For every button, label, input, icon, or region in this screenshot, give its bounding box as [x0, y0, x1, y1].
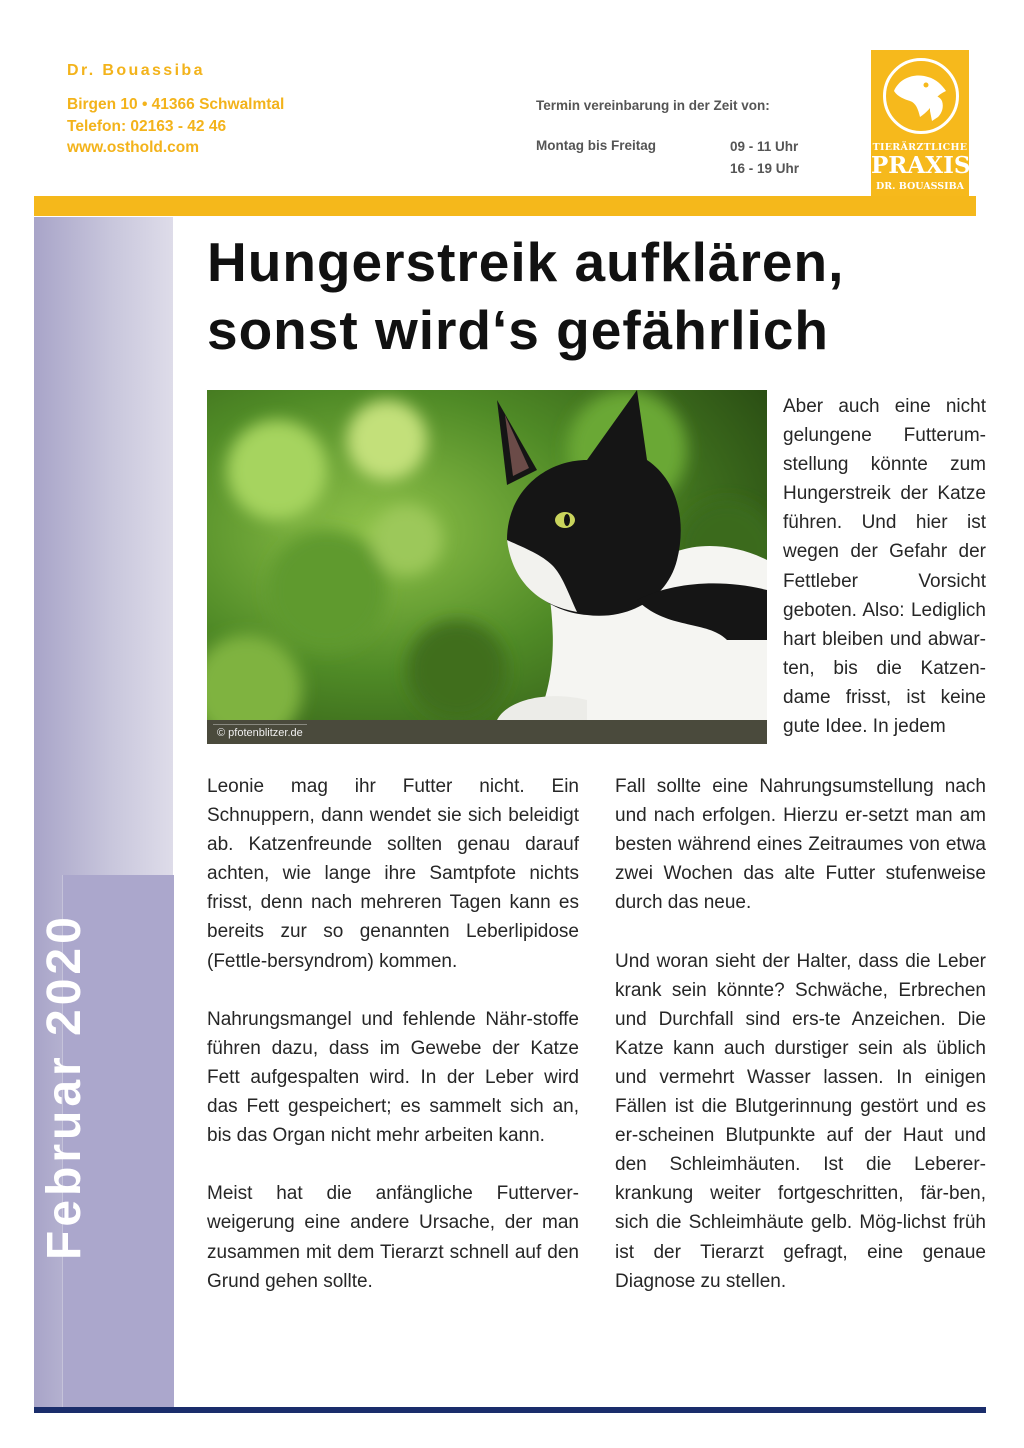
doctor-name: Dr. Bouassiba — [67, 62, 205, 79]
header-divider — [34, 196, 976, 216]
appointment-label: Termin vereinbarung in der Zeit von: — [536, 98, 770, 113]
issue-date: Februar 2020 — [38, 913, 91, 1260]
left-paragraph: Nahrungsmangel und fehlende Nähr-stoffe führen dazu, dass im Gewebe der Katze Fett aufgespalten wird. In der Leber wird das Fett gespeichert; es sammelt sich an, bis das Organ nicht mehr arbeiten kann. — [207, 1008, 579, 1147]
cat-photo — [207, 390, 767, 744]
left-column — [207, 772, 579, 1325]
photo-credit: © pfotenblitzer.de — [213, 724, 307, 741]
logo-line-3: DR. BOUASSIBA — [876, 181, 964, 192]
practice-logo — [871, 50, 969, 198]
office-days: Montag bis Freitag — [536, 138, 657, 153]
dog-cat-silhouette-icon — [883, 58, 959, 134]
address: Birgen 10 • 41366 Schwalmtal — [67, 96, 285, 113]
right-paragraph: Fall sollte eine Nahrungsumstellung nach und nach erfolgen. Hierzu er-setzt man am besten während eines Zeitraumes von etwa zwei Wochen das alte Futter stufenweise durch das neue. — [615, 776, 986, 914]
title-line-2: sonst wird‘s gefährlich — [207, 299, 830, 361]
hours-morning: 09 - 11 Uhr — [730, 139, 799, 154]
article-title — [207, 228, 844, 364]
left-paragraph: Leonie mag ihr Futter nicht. Ein Schnuppern, dann wendet sie sich beleidigt ab. Katzenfreunde sollten genau darauf achten, wie lange ihre Samtpfote nichts frisst, denn nach mehreren Tagen kann es bereits zur so genannten Leberlipidose (Fettle-bersyndrom) kommen. — [207, 776, 579, 972]
logo-line-1: TIERÄRZTLICHE — [872, 142, 968, 153]
intro-right-text: Aber auch eine nicht gelungene Futterum-stellung könnte zum Hungerstreik der Katze führen. Und hier ist wegen der Gefahr der Fettleber Vorsicht geboten. Also: Lediglich hart bleiben und abwar-ten, bis die Katzen-dame frisst, ist keine gute Idee. In jedem — [783, 396, 986, 738]
title-line-1: Hungerstreik aufklären, — [207, 231, 845, 293]
left-paragraph: Meist hat die anfängliche Futterver-weigerung eine andere Ursache, der man zusammen mit dem Tierarzt schnell auf den Grund gehen sollte. — [207, 1183, 579, 1292]
right-paragraph: Und woran sieht der Halter, dass die Leber krank sein könnte? Schwäche, Erbrechen und Durchfall sind ers-te Anzeichen. Die Katze kann auch durstiger sein als üblich und vermehrt Wasser lassen. In einigen Fällen ist die Blutgerinnung gestört und es er-scheinen Blutpunkte auf der Haut und den Schleimhäuten. Ist die Leberer-krankung weiter fortgeschritten, fär-ben, sich die Schleimhäute gelb. Mög-lichst früh ist der Tierarzt gefragt, eine genaue Diagnose zu stellen. — [615, 950, 986, 1292]
phone: Telefon: 02163 - 42 46 — [67, 118, 227, 135]
footer-divider — [34, 1407, 986, 1413]
cat-illustration — [207, 390, 767, 744]
website-link[interactable]: www.osthold.com — [67, 139, 200, 156]
logo-line-2: PRAXIS — [871, 152, 971, 179]
hours-afternoon: 16 - 19 Uhr — [730, 161, 800, 176]
right-column — [615, 772, 986, 1325]
